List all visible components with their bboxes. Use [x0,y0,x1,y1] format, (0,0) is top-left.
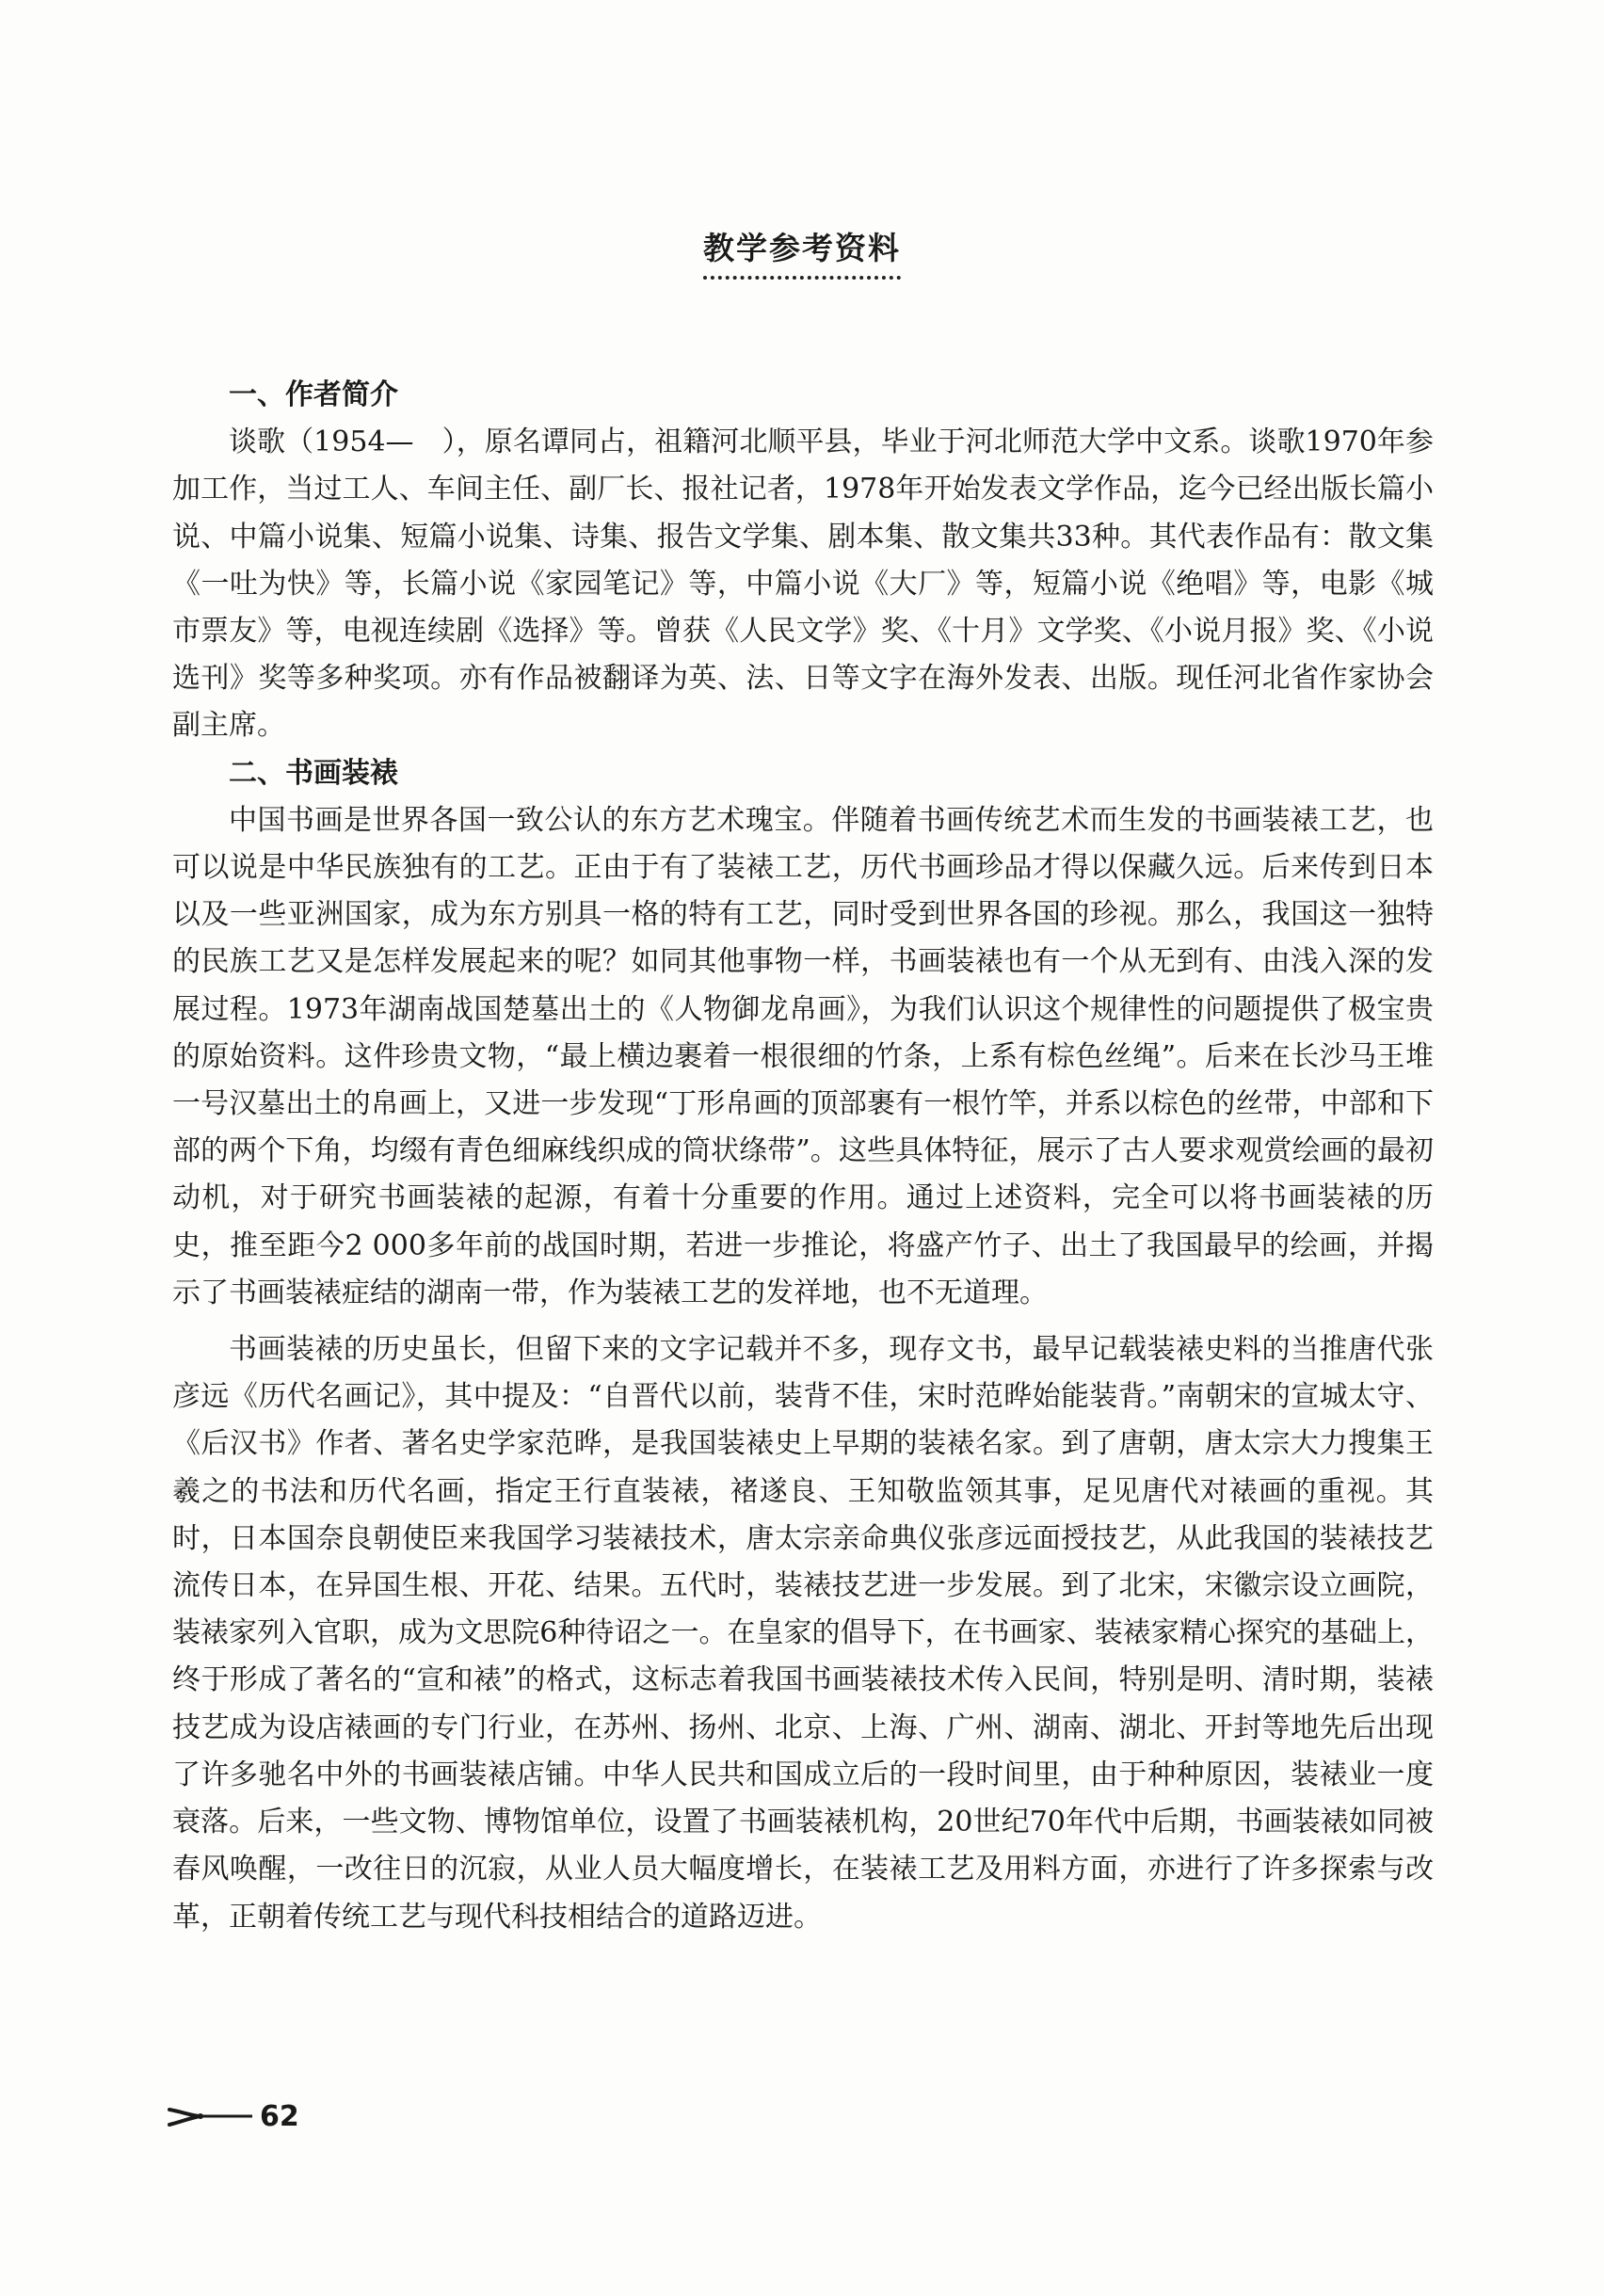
page-footer [168,2097,299,2135]
paragraph-author-intro: 谈歌（1954— ），原名谭同占，祖籍河北顺平县，毕业于河北师范大学中文系。谈歌1970年参加工作，当过工人、车间主任、副厂长、报社记者，1978年开始发表文学作品，迄今已经出版长篇小说、中篇小说集、短篇小说集、诗集、报告文学集、剧本集、散文集共33种。其代表作品有：散文集《一吐为快》等，长篇小说《家园笔记》等，中篇小说《大厂》等，短篇小说《绝唱》等，电影《城市票友》等，电视连续剧《选择》等。曾获《人民文学》奖、《十月》文学奖、《小说月报》奖、《小说选刊》奖等多种奖项。亦有作品被翻译为英、法、日等文字在海外发表、出版。现任河北省作家协会副主席。 [172,425,1434,743]
main-content [172,372,1434,1941]
heading-author-intro: 一、作者简介 [229,378,398,411]
paragraph-mounting-1: 中国书画是世界各国一致公认的东方艺术瑰宝。伴随着书画传统艺术而生发的书画装裱工艺，也可以说是中华民族独有的工艺。正由于有了装裱工艺，历代书画珍品才得以保藏久远。后来传到日本以及一些亚洲国家，成为东方别具一格的特有工艺，同时受到世界各国的珍视。那么，我国这一独特的民族工艺又是怎样发展起来的呢？如同其他事物一样，书画装裱也有一个从无到有、由浅入深的发展过程。1973年湖南战国楚墓出土的《人物御龙帛画》，为我们认识这个规律性的问题提供了极宝贵的原始资料。这件珍贵文物，“最上横边裹着一根很细的竹条，上系有棕色丝绳”。后来在长沙马王堆一号汉墓出土的帛画上，又进一步发现“丁形帛画的顶部裹有一根竹竿，并系以棕色的丝带，中部和下部的两个下角，均缀有青色细麻线织成的筒状绦带”。这些具体特征，展示了古人要求观赏绘画的最初动机，对于研究书画装裱的起源，有着十分重要的作用。通过上述资料，完全可以将书画装裱的历史，推至距今2 000多年前的战国时期，若进一步推论，将盛产竹子、出土了我国最早的绘画，并揭示了书画装裱症结的湖南一带，作为装裱工艺的发祥地，也不无道理。 [172,803,1434,1309]
heading-mounting: 二、书画装裱 [229,756,398,790]
section-title-text: 教学参考资料 [703,224,901,280]
scissors-ornament-icon [168,2102,254,2130]
paragraph-gap [172,1317,1434,1326]
page-number: 62 [260,2099,299,2133]
section-title [0,224,1604,280]
paragraph-mounting-2: 书画装裱的历史虽长，但留下来的文字记载并不多，现存文书，最早记载装裱史料的当推唐代张彦远《历代名画记》，其中提及：“自晋代以前，装背不佳，宋时范晔始能装背。”南朝宋的宣城太守、《后汉书》作者、著名史学家范晔，是我国装裱史上早期的装裱名家。到了唐朝，唐太宗大力搜集王羲之的书法和历代名画，指定王行直装裱，褚遂良、王知敬监领其事，足见唐代对裱画的重视。其时，日本国奈良朝使臣来我国学习装裱技术，唐太宗亲命典仪张彦远面授技艺，从此我国的装裱技艺流传日本，在异国生根、开花、结果。五代时，装裱技艺进一步发展。到了北宋，宋徽宗设立画院，装裱家列入官职，成为文思院6种待诏之一。在皇家的倡导下，在书画家、装裱家精心探究的基础上，终于形成了著名的“宣和裱”的格式，这标志着我国书画装裱技术传入民间，特别是明、清时期，装裱技艺成为设店裱画的专门行业，在苏州、扬州、北京、上海、广州、湖南、湖北、开封等地先后出现了许多驰名中外的书画装裱店铺。中华人民共和国成立后的一段时间里，由于种种原因，装裱业一度衰落。后来，一些文物、博物馆单位，设置了书画装裱机构，20世纪70年代中后期，书画装裱如同被春风唤醒，一改往日的沉寂，从业人员大幅度增长，在装裱工艺及用料方面，亦进行了许多探索与改革，正朝着传统工艺与现代科技相结合的道路迈进。 [172,1333,1434,1934]
